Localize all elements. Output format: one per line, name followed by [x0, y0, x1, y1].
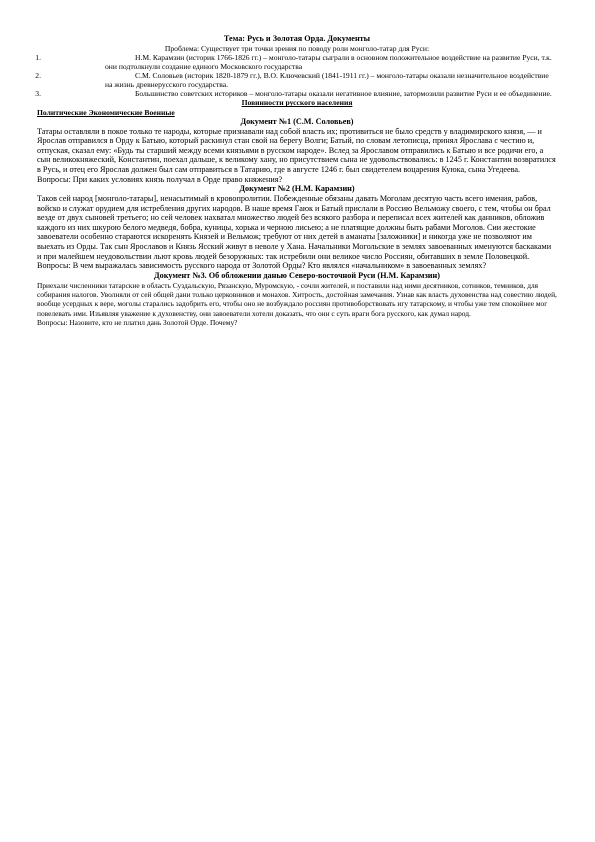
list-number: 1. [35, 53, 41, 62]
viewpoint-item [37, 89, 557, 98]
viewpoints-list [37, 53, 557, 98]
list-number: 3. [35, 89, 41, 99]
doc3-title: Документ №3. Об обложении данью Северо-восточной Руси (Н.М. Карамзин) [154, 270, 440, 280]
doc2-title: Документ №2 (Н.М. Карамзин) [239, 184, 355, 194]
doc2-question: Вопросы: В чем выражалась зависимость русского народа от Золотой Орды? Кто являлся «начальником» в завоеванных землях? [37, 261, 487, 271]
section-title: Повинности русского населения [241, 98, 353, 108]
doc1-title: Документ №1 (С.М. Соловьев) [240, 116, 354, 126]
viewpoint-text: Большинство советских историков – монголо-татары оказали негативное влияние, затормозили развитие Руси и ее объединение. [135, 89, 552, 99]
dependency-types: Политические Экономические Военные [37, 107, 175, 117]
viewpoint-item [37, 53, 557, 71]
viewpoint-item [37, 71, 557, 89]
viewpoint-text: Н.М. Карамзин (историк 1766-1826 гг.) – монголо-татары сыграли в основном положительное воздействие на развитие Руси, т.к. они подтолкнули создание единого Московского государства [105, 53, 552, 72]
problem-statement: Проблема: Существует три точки зрения по поводу роли монголо-татар для Руси: [164, 43, 430, 53]
doc3-question: Вопросы: Назовите, кто не платил дань Золотой Орде. Почему? [37, 317, 238, 327]
list-number: 2. [35, 71, 41, 81]
doc1-body: Татары оставляли в покое только те народы, которые признавали над собой власть их; противиться не было средств у владимирского князя, — и Ярослав отправился в Орду к Батыю, который раскинул стан свой на берегу Волги; Батый, по словам летописца, принял Ярослава с честию и, отпуская, сказал ему: «Будь ты старший между всеми князьями в русском народе». Вслед за Ярославом отправились к Батыю и все родичи его, а сын великокняжеский, Константин, поехал дальше, к великому хану, но присутствием сына не удовольствовались: в 1245 г. Константин возвратился в Русь, и отец его Ярослав должен был сам отправиться в Татарию, где в августе 1246 г. был свидетелем воцарения Куюка, сына Угедеева. [37, 126, 556, 174]
doc3-body: Приехали численники татарские в область Суздальскую, Рязанскую, Муромскую, - сочли жителей, и поставили над ними десятников, сотников, темников, для собирания налогов. Уволняли от сей общей дани только церковников и монахов. Хитрость, достойная замечания. Узнав как власть духовенства над совестию людей, вообще усердных к вере, моголы старались задобрить его, чтобы оно не возбуждало россиян противоборствовать игу татарскому, и чтобы уже тем спокойнее мог повелевать ими. Изъявляя уважение к духовенству, они завоеватели хотели доказать, что они с суть враги бога русского, как думал народ. [37, 280, 557, 318]
viewpoint-text: С.М. Соловьев (историк 1820-1879 гг.), В.О. Ключевский (1841-1911 гг.) – монголо-татары оказали незначительное воздействие на жизнь древнерусского государства. [105, 71, 549, 90]
doc2-body: Таков сей народ [монголо-татары], ненасытимый в кровопролитии. Побежденные обязаны давать Моголам десятую часть всего имения, рабов, войско и служат орудием для истребления других народов. В наше время Гаюк и Батый прислали в Россию Вельможу своего, с тем, чтобы он брал везде от двух сыновей третьего; но сей человек нахватал множество людей без всякого разбора и переписал всех жителей как данников, обложив каждого из них шкурою белого медведя, бобра, куницы, хорька и черною лисьею; а не платящие должны быть рабами Моголов. Сии жестокие завоеватели особенно стараются искоренять Князей и Вельмож; требуют от них детей в аманаты [заложники] и никогда уже не позволяют им выехать из Орды. Так сын Ярославов и Князь Ясский живут в неволе у Хана. Начальники Могольские в землях завоеванных именуются баскаками и при малейшем неудовольствии льют кровь людей безоружных: так истребили они великое число Россиян, обитавших в земле Половецкой. [37, 194, 552, 261]
doc1-question: Вопросы: При каких условиях князь получал в Орде право княжения? [37, 174, 283, 184]
page-title: Тема: Русь и Золотая Орда. Документы [223, 34, 371, 43]
document-page [37, 34, 557, 327]
